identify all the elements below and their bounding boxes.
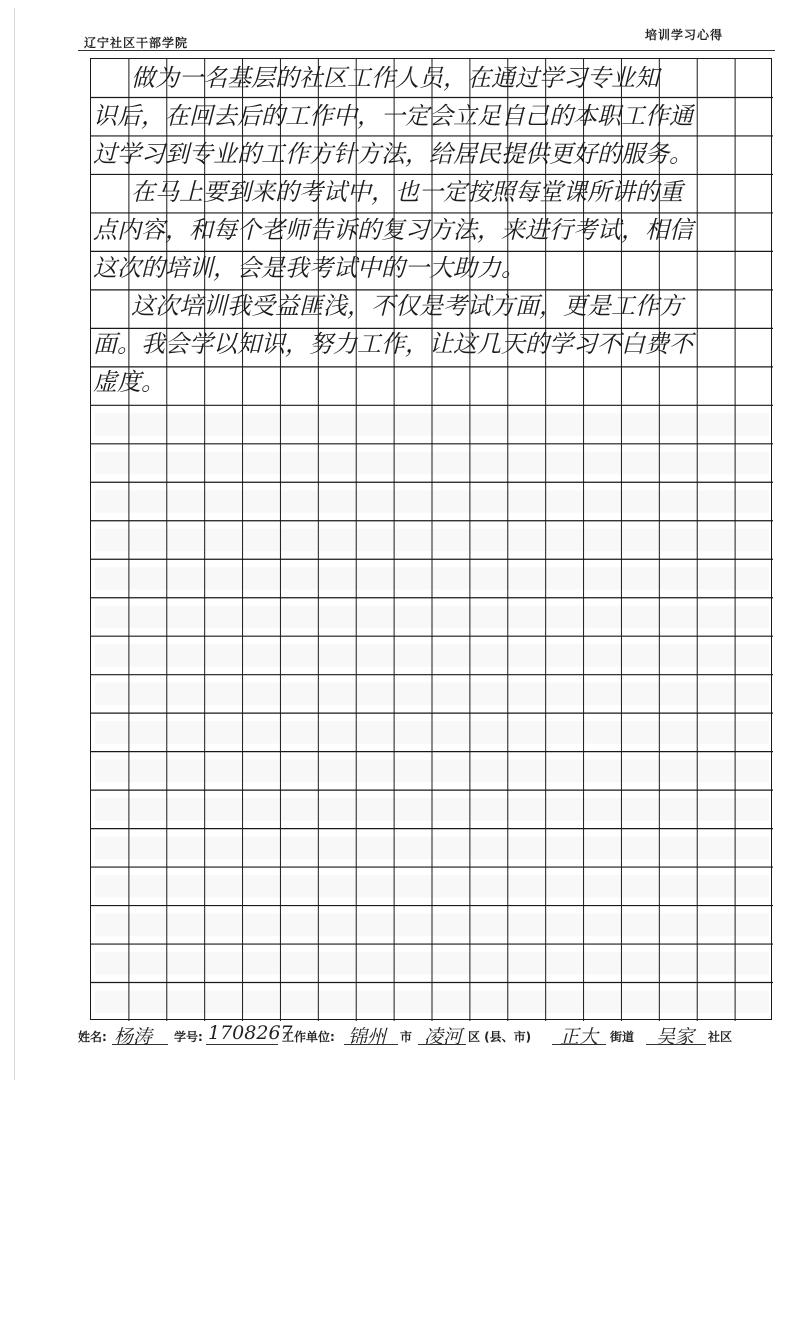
community-value: 吴家 <box>656 1026 695 1048</box>
essay-text-line: 虚度。 <box>93 368 165 396</box>
student-id-underline <box>206 1044 278 1045</box>
essay-line-6 <box>91 249 773 287</box>
essay-text-line: 面。我会学以知识，努力工作，让这几天的学习不白费不 <box>93 330 693 358</box>
community-suffix: 社区 <box>708 1030 733 1044</box>
essay-text-line: 这次的培训，会是我考试中的一大助力。 <box>93 254 525 282</box>
name-value: 杨涛 <box>114 1026 153 1048</box>
essay-text-line: 点内容，和每个老师告诉的复习方法，来进行考试，相信 <box>93 216 693 244</box>
name-label: 姓名: <box>78 1030 107 1044</box>
student-id-value: 1708267 <box>208 1022 293 1044</box>
essay-text-line: 识后，在回去后的工作中，一定会立足自己的本职工作通 <box>93 102 693 130</box>
community-underline <box>646 1044 706 1045</box>
section-title: 培训学习心得 <box>645 28 724 42</box>
header-rule <box>78 50 775 51</box>
work-unit-label: 工作单位: <box>282 1030 335 1044</box>
district-suffix: 区 (县、市) <box>468 1030 532 1044</box>
essay-line-4 <box>91 173 773 211</box>
essay-line-1 <box>91 59 773 97</box>
essay-line-5 <box>91 211 773 249</box>
street-suffix: 街道 <box>610 1030 635 1044</box>
student-id-label: 学号: <box>174 1030 203 1044</box>
essay-text-line: 过学习到专业的工作方针方法，给居民提供更好的服务。 <box>93 140 693 168</box>
city-value: 锦州 <box>348 1026 387 1048</box>
name-underline <box>112 1044 168 1045</box>
street-value: 正大 <box>560 1026 599 1048</box>
city-suffix: 市 <box>400 1030 413 1044</box>
district-value: 凌河 <box>424 1026 463 1048</box>
essay-text-line: 这次培训我受益匪浅，不仅是考试方面，更是工作方 <box>131 292 683 320</box>
essay-line-9 <box>91 363 773 401</box>
institution-name: 辽宁社区干部学院 <box>84 36 189 50</box>
essay-text-line: 在马上要到来的考试中，也一定按照每堂课所讲的重 <box>131 178 683 206</box>
signature-footer <box>78 1022 778 1046</box>
essay-line-3 <box>91 135 773 173</box>
writing-grid <box>90 58 772 1020</box>
street-underline <box>552 1044 606 1045</box>
city-underline <box>344 1044 398 1045</box>
essay-text-line: 做为一名基层的社区工作人员，在通过学习专业知 <box>131 64 659 92</box>
essay-line-7 <box>91 287 773 325</box>
district-underline <box>418 1044 466 1045</box>
essay-line-2 <box>91 97 773 135</box>
essay-line-8 <box>91 325 773 363</box>
